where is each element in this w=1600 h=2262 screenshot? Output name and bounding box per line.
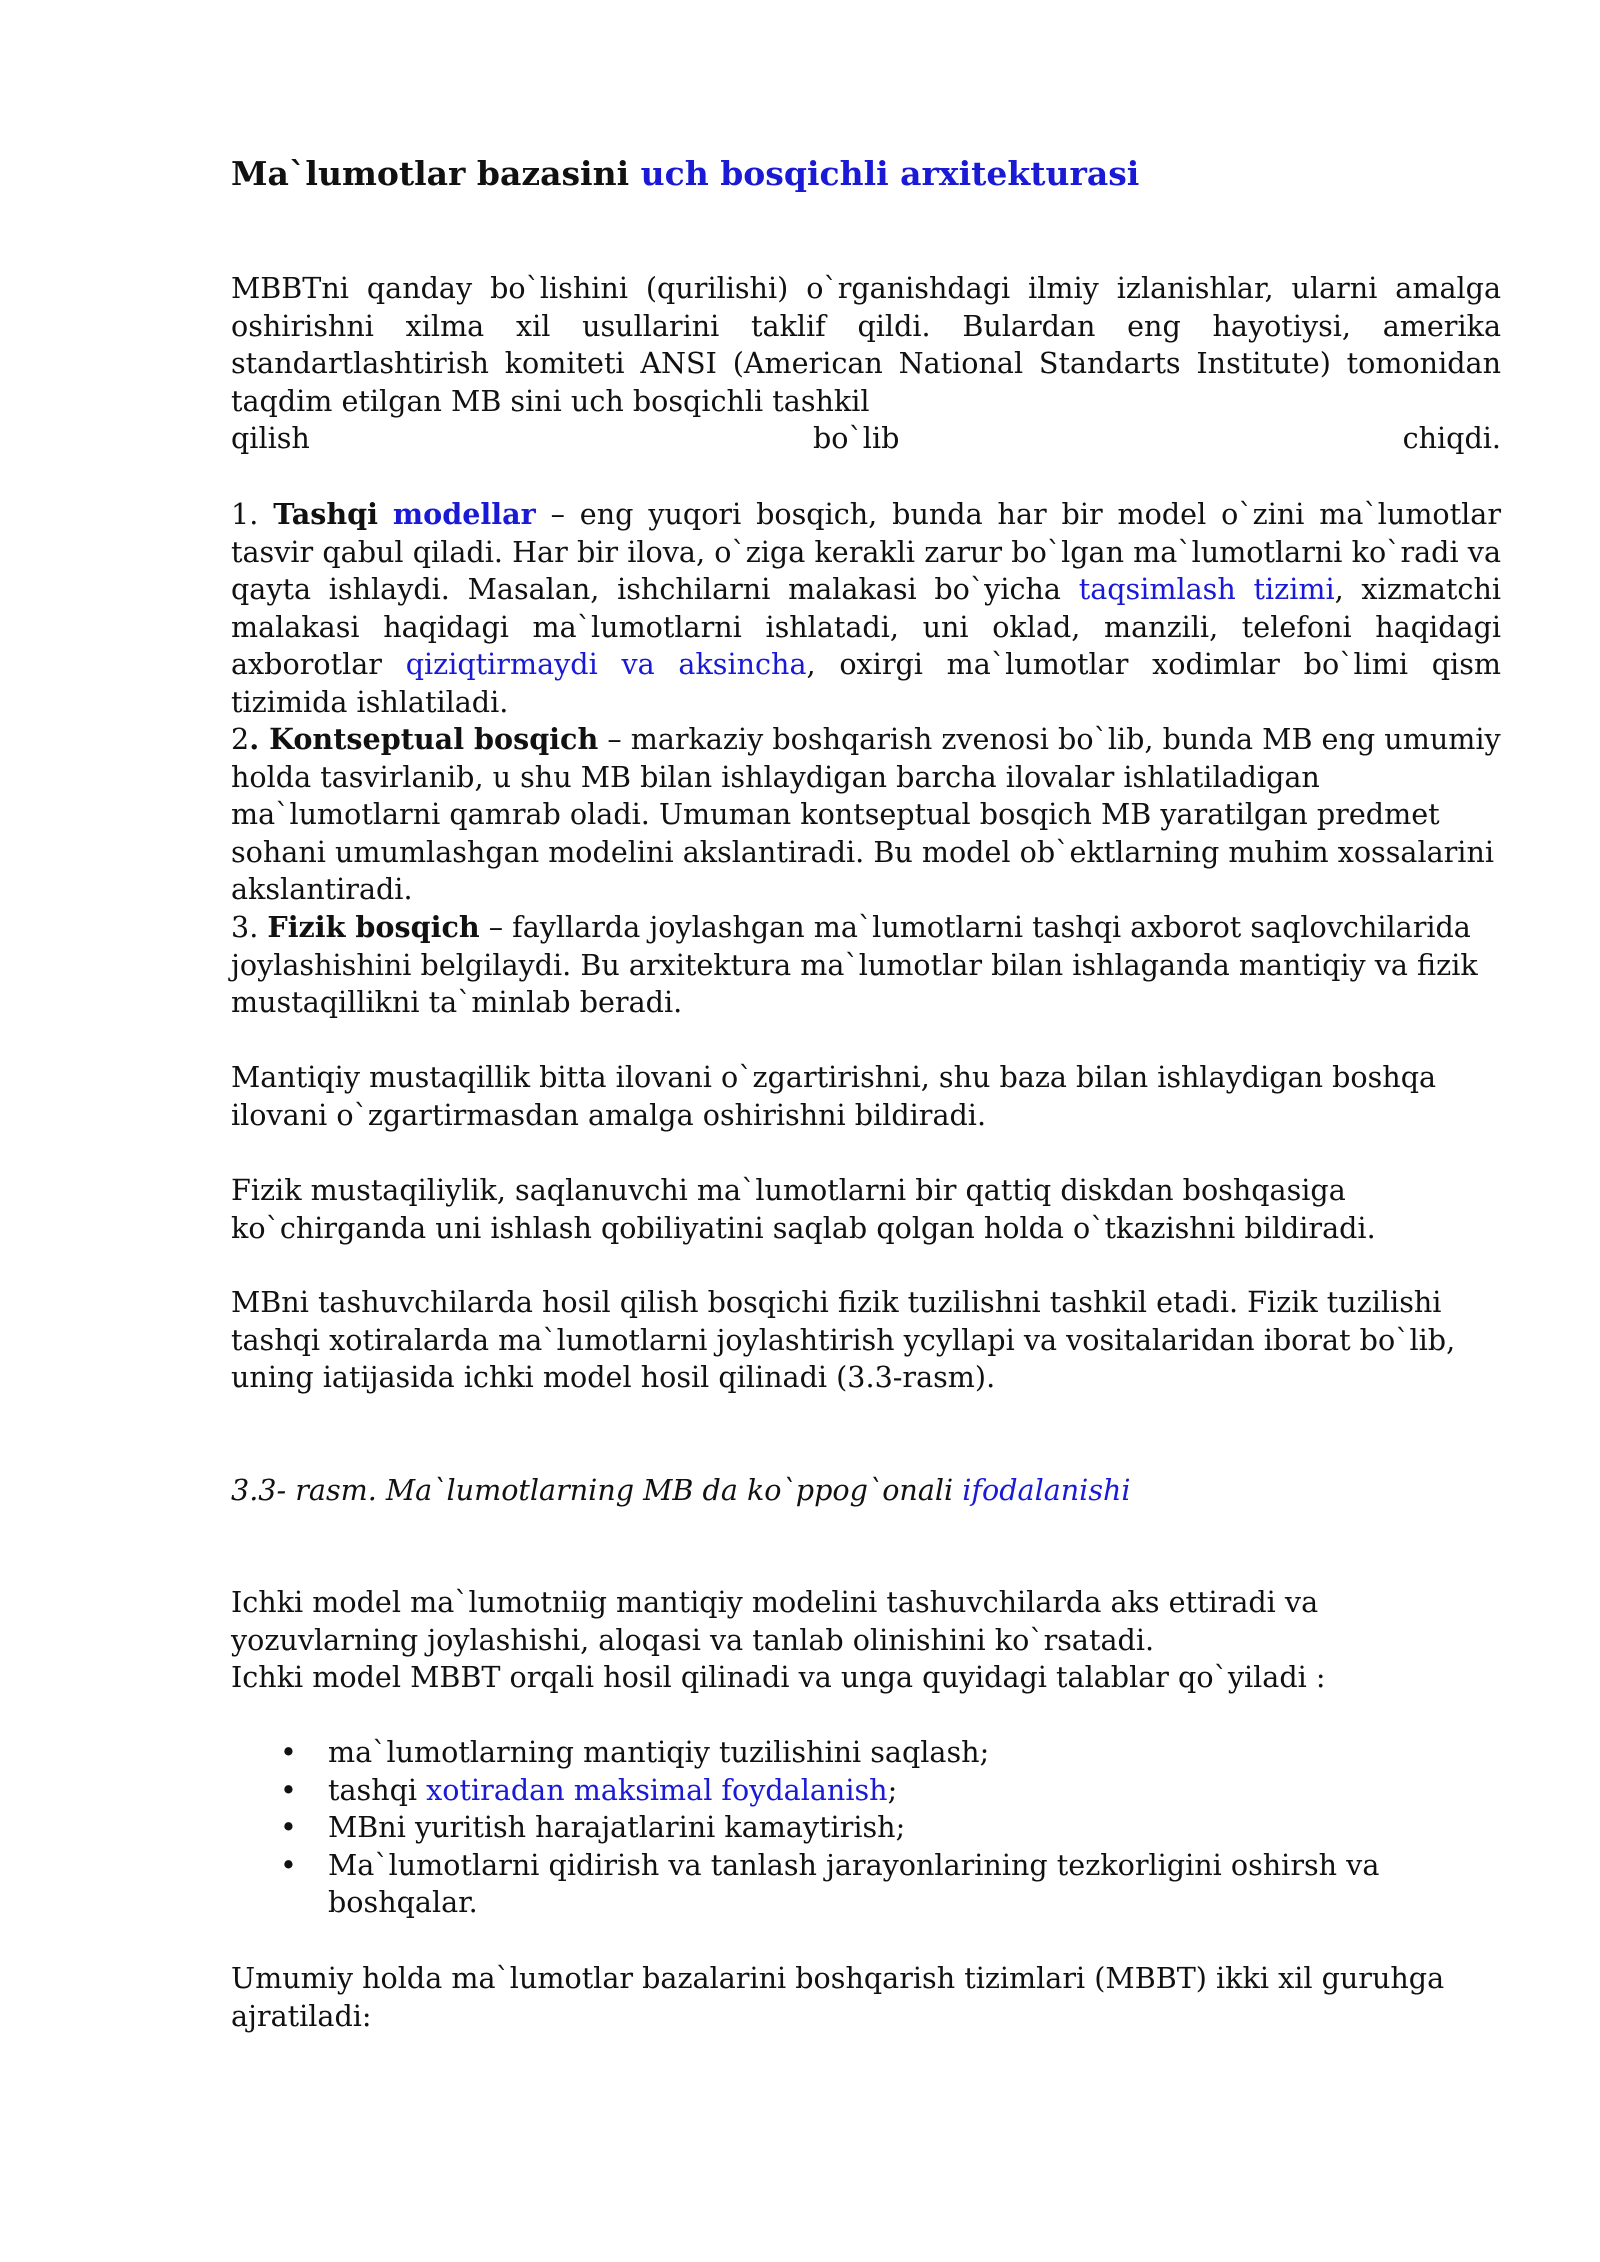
list-item-text: tashqi — [328, 1772, 427, 1807]
xotiradan-link[interactable]: xotiradan maksimal foydalanish — [426, 1772, 888, 1807]
item-1-paragraph — [231, 496, 1501, 722]
title-text: Ma`lumotlar bazasini — [231, 154, 630, 193]
list-item — [231, 1809, 1501, 1847]
intro-line-3: (American National Standarts Institute) tomonidan taqdim etilgan MB sini uch bosqichli tashkil — [231, 346, 1501, 418]
bullet-icon: • — [280, 1735, 297, 1769]
physical-independence-paragraph: Fizik mustaqiliylik, saqlanuvchi ma`lumotlarni bir qattiq diskdan boshqasiga ko`chirganda uni ishlash qobiliyatini saqlab qolgan holda o`tkazishni bildiradi. — [231, 1173, 1376, 1245]
item-1-text-1: – eng yuqori bosqich, bunda har bir model o`zini ma`lumotlar tasvir qabul qiladi. Har bir ilova, o`ziga kerakli zarur bo`lgan ma`lumotlarni ko`radi va qayta ishlaydi. Masalan, ishchilarni malakasi bo`yicha — [231, 497, 1501, 607]
storage-paragraph: MBni tashuvchilarda hosil qilish bosqichi fizik tuzilishni tashkil etadi. Fizik tuzilishi tashqi xotiralarda ma`lumotlarni joylashtirish ycyllapi va vositalaridan iborat bo`lib, uning iatijasida ichki model hosil qilinadi (3.3-rasm). — [231, 1285, 1456, 1395]
item-2-text: – markaziy boshqarish zvenosi bo`lib, bunda MB eng umumiy holda tasvirlanib, u shu MB bilan ishlaydigan barcha ilovalar ishlatiladigan ma`lumotlarni qamrab oladi. Umuman kontseptual bosqich MB yaratilgan predmet sohani umumlashgan modelini akslantiradi. Bu model ob`ektlarning muhim xossalarini akslantiradi. — [231, 722, 1501, 907]
bullet-icon: • — [280, 1810, 297, 1845]
intro-line-2: xilma xil usullarini taklif qildi. Bulardan eng hayotiysi, amerika standartlashtirish komiteti ANSI — [231, 308, 1501, 381]
taqsimlash-link[interactable]: taqsimlash tizimi — [1078, 572, 1335, 607]
bullet-icon: • — [280, 1847, 297, 1882]
bullet-icon: • — [280, 1772, 297, 1807]
caption-link[interactable]: ifodalanishi — [962, 1473, 1131, 1507]
logical-independence-paragraph: Mantiqiy mustaqillik bitta ilovani o`zgartirishni, shu baza bilan ishlaydigan boshqa ilovani o`zgartirmasdan amalga oshirishni bildiradi. — [231, 1060, 1437, 1132]
title-link[interactable]: uch bosqichli arxitekturasi — [640, 154, 1140, 193]
item-3-number: 3. — [231, 910, 259, 944]
intro-paragraph — [231, 270, 1501, 458]
item-1-text-3: , oxirgi ma`lumotlar xodimlar bo`limi qism tizimida ishlatiladi. — [231, 647, 1501, 719]
item-1-heading: Tashqi — [273, 497, 378, 531]
item-2-heading: . Kontseptual bosqich — [249, 722, 599, 756]
item-2-paragraph — [231, 721, 1501, 909]
list-item — [231, 1734, 1501, 1772]
caption-text: 3.3- rasm. Ma`lumotlarning MB da ko`ppog`onali — [231, 1473, 963, 1507]
figure-caption — [231, 1472, 1501, 1510]
requirements-list — [231, 1734, 1501, 1922]
item-3-paragraph — [231, 909, 1501, 1022]
item-2-number: 2 — [231, 722, 250, 756]
internal-model-paragraph: Ichki model ma`lumotniig mantiqiy modelini tashuvchilarda aks ettiradi va yozuvlarning joylashishi, aloqasi va tanlab olinishini ko`rsatadi. — [231, 1585, 1319, 1657]
list-item-text: MBni yuritish harajatlarini kamaytirish; — [328, 1810, 906, 1845]
qiziqtirmaydi-link[interactable]: qiziqtirmaydi va aksincha — [405, 647, 807, 682]
item-3-text: – fayllarda joylashgan ma`lumotlarni tashqi axborot saqlovchilarida joylashishini belgilaydi. Bu arxitektura ma`lumotlar bilan ishlaganda mantiqiy va fizik mustaqillikni ta`minlab beradi. — [231, 910, 1478, 1020]
list-item-text: Ma`lumotlarni qidirish va tanlash jarayonlarining tezkorligini oshirsh va boshqalar. — [328, 1847, 1380, 1920]
list-item — [231, 1847, 1501, 1922]
requirements-paragraph: Ichki model MBBT orqali hosil qilinadi va unga quyidagi talablar qo`yiladi : — [231, 1660, 1326, 1694]
item-3-heading: Fizik bosqich — [267, 910, 480, 944]
list-item-suffix: ; — [887, 1772, 898, 1807]
intro-line-4: qilish bo`lib chiqdi. — [231, 421, 1501, 456]
modellar-link[interactable]: modellar — [392, 497, 536, 531]
list-item-text: ma`lumotlarning mantiqiy tuzilishini saqlash; — [328, 1735, 990, 1769]
item-1-text-2: , xizmatchi malakasi haqidagi ma`lumotlarni ishlatadi, uni oklad, manzili, telefoni haqidagi axborotlar — [231, 572, 1501, 682]
page-title — [231, 150, 1139, 198]
item-1-number: 1. — [231, 497, 259, 531]
intro-line-1: MBBTni qanday bo`lishini (qurilishi) o`rganishdagi ilmiy izlanishlar, ularni amalga oshirishni — [231, 271, 1501, 343]
final-paragraph: Umumiy holda ma`lumotlar bazalarini boshqarish tizimlari (MBBT) ikki xil guruhga ajratiladi: — [231, 1961, 1445, 2033]
list-item — [231, 1772, 1501, 1810]
